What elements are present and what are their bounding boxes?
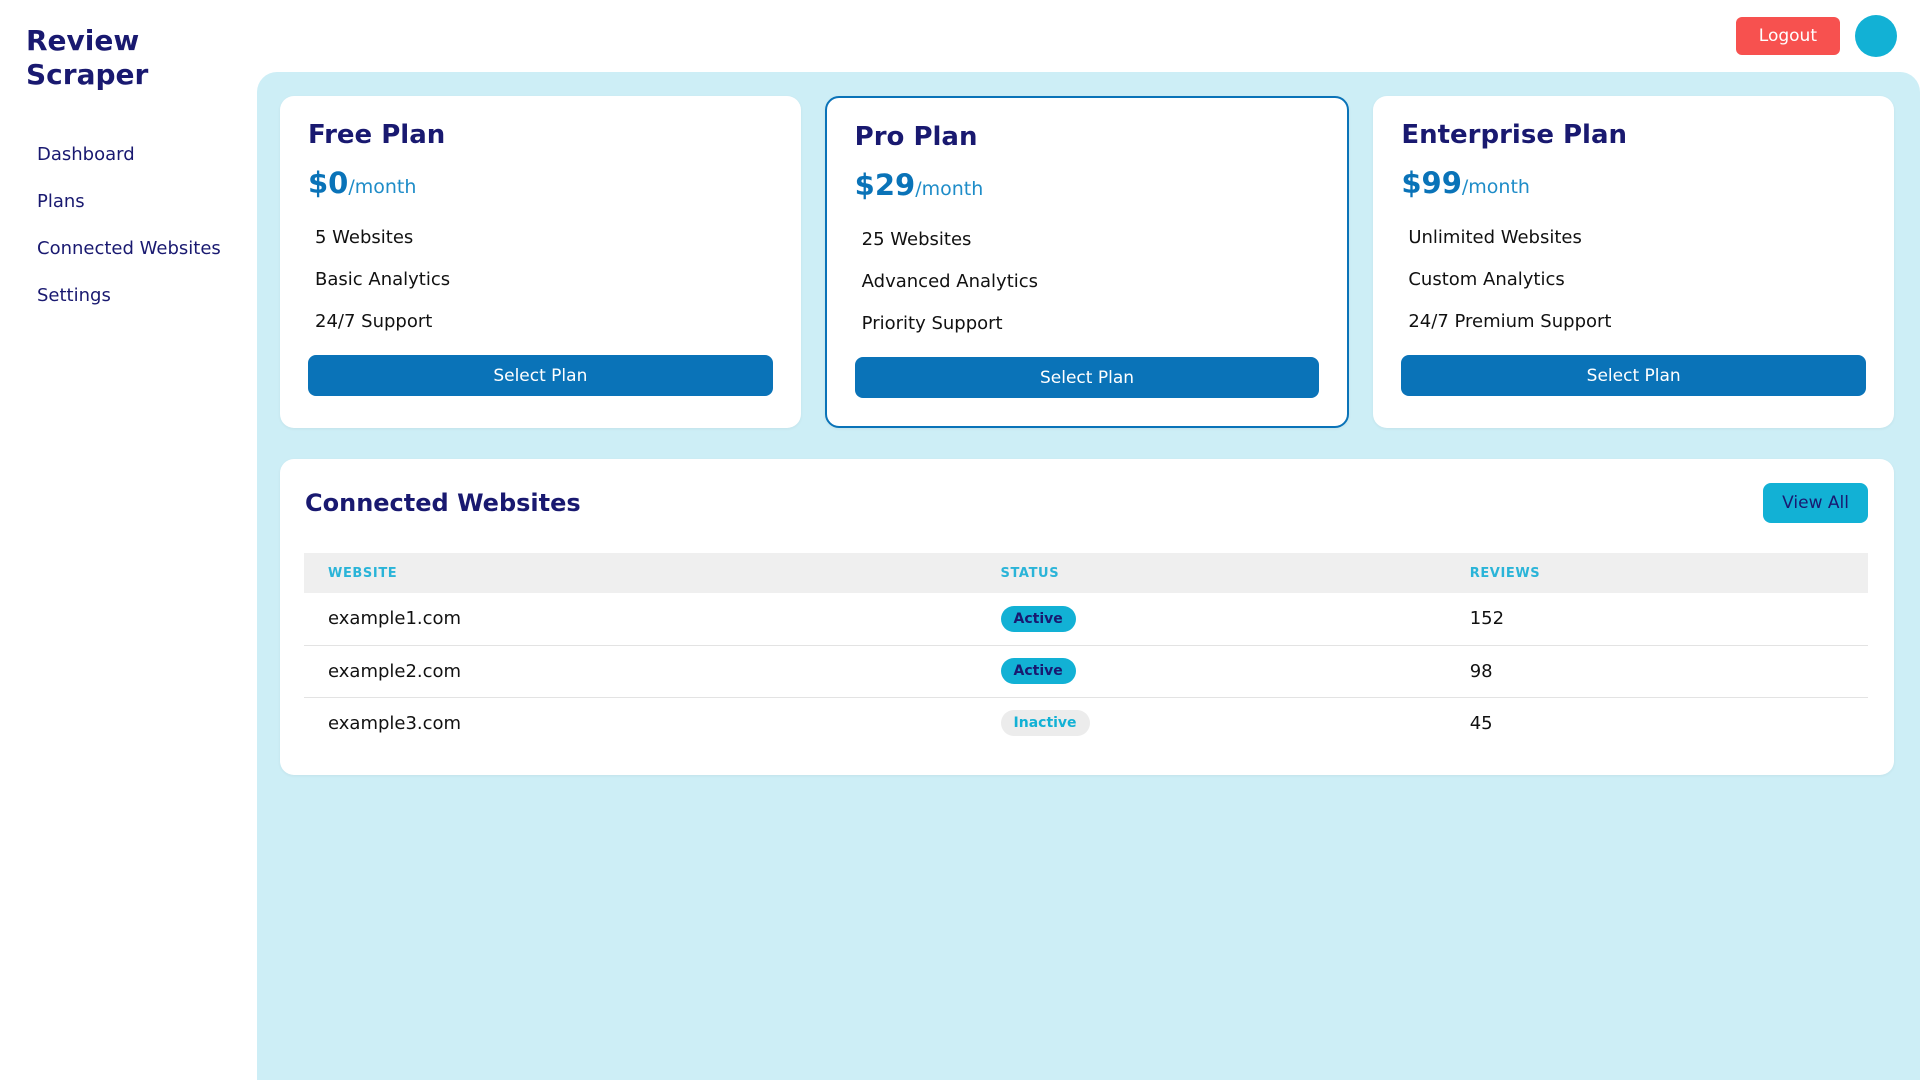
select-plan-button-enterprise[interactable]: Select Plan: [1401, 355, 1866, 396]
website-cell: example1.com: [328, 608, 462, 630]
panel-header: [304, 483, 1868, 523]
plan-card-free: [280, 96, 801, 428]
plan-name: Pro Plan: [854, 122, 978, 152]
reviews-cell: 152: [1469, 608, 1505, 630]
plans-row: [280, 96, 1894, 428]
status-cell: [977, 645, 1446, 697]
plan-price-line: [855, 168, 1320, 202]
plan-feature: Basic Analytics: [315, 269, 451, 290]
sidebar-item-connected-websites[interactable]: Connected Websites: [37, 238, 221, 260]
table-row: [304, 697, 1868, 749]
select-plan-button-pro[interactable]: Select Plan: [855, 357, 1320, 398]
sidebar-item-settings[interactable]: Settings: [37, 285, 111, 307]
plan-feature: 25 Websites: [861, 229, 972, 250]
plan-card-enterprise: [1373, 96, 1894, 428]
plan-card-pro: [825, 96, 1350, 428]
app-title: Review Scraper: [26, 24, 149, 91]
plan-period: /month: [348, 176, 417, 198]
plan-price: $29: [854, 168, 916, 202]
table-row: [304, 645, 1868, 697]
plan-name: Free Plan: [308, 120, 446, 150]
plan-price-line: [308, 166, 773, 200]
plan-features: [1401, 220, 1866, 339]
topbar: [257, 0, 1920, 72]
table-header-row: [304, 553, 1868, 593]
plan-price: $0: [308, 166, 349, 200]
connected-websites-table: [304, 553, 1868, 749]
status-badge: Active: [1001, 658, 1076, 684]
plan-feature: Custom Analytics: [1408, 269, 1565, 290]
plan-price: $99: [1401, 166, 1462, 200]
sidebar-item-plans[interactable]: Plans: [37, 191, 85, 213]
reviews-cell: 45: [1469, 712, 1493, 734]
connected-websites-panel: [280, 459, 1894, 775]
column-header-status: STATUS: [1000, 565, 1060, 581]
plan-feature: Unlimited Websites: [1408, 227, 1582, 248]
status-badge: Inactive: [1001, 710, 1090, 736]
plan-features: [308, 220, 773, 339]
reviews-cell: 98: [1469, 660, 1493, 682]
status-cell: [977, 593, 1446, 645]
view-all-button[interactable]: View All: [1763, 483, 1868, 523]
sidebar: [0, 0, 257, 1080]
table-row: [304, 593, 1868, 645]
main-content: [257, 72, 1920, 1080]
sidebar-nav: [0, 131, 257, 319]
plan-feature: Priority Support: [861, 313, 1003, 334]
plan-feature: 5 Websites: [315, 227, 414, 248]
status-badge: Active: [1001, 606, 1076, 632]
main-column: [257, 0, 1920, 1080]
user-avatar[interactable]: [1855, 15, 1897, 57]
status-cell: [977, 697, 1446, 749]
plan-period: /month: [915, 178, 984, 200]
plan-features: [855, 222, 1320, 341]
website-cell: example2.com: [328, 660, 462, 682]
column-header-reviews: REVIEWS: [1469, 565, 1541, 581]
plan-name: Enterprise Plan: [1401, 120, 1628, 150]
sidebar-item-dashboard[interactable]: Dashboard: [37, 144, 135, 166]
plan-feature: Advanced Analytics: [861, 271, 1039, 292]
panel-title: Connected Websites: [305, 489, 581, 517]
plan-period: /month: [1461, 176, 1530, 198]
logout-button[interactable]: Logout: [1736, 17, 1840, 55]
select-plan-button-free[interactable]: Select Plan: [308, 355, 773, 396]
column-header-website: WEBSITE: [328, 565, 398, 581]
website-cell: example3.com: [328, 712, 462, 734]
plan-feature: 24/7 Support: [315, 311, 433, 332]
plan-price-line: [1401, 166, 1866, 200]
plan-feature: 24/7 Premium Support: [1408, 311, 1612, 332]
